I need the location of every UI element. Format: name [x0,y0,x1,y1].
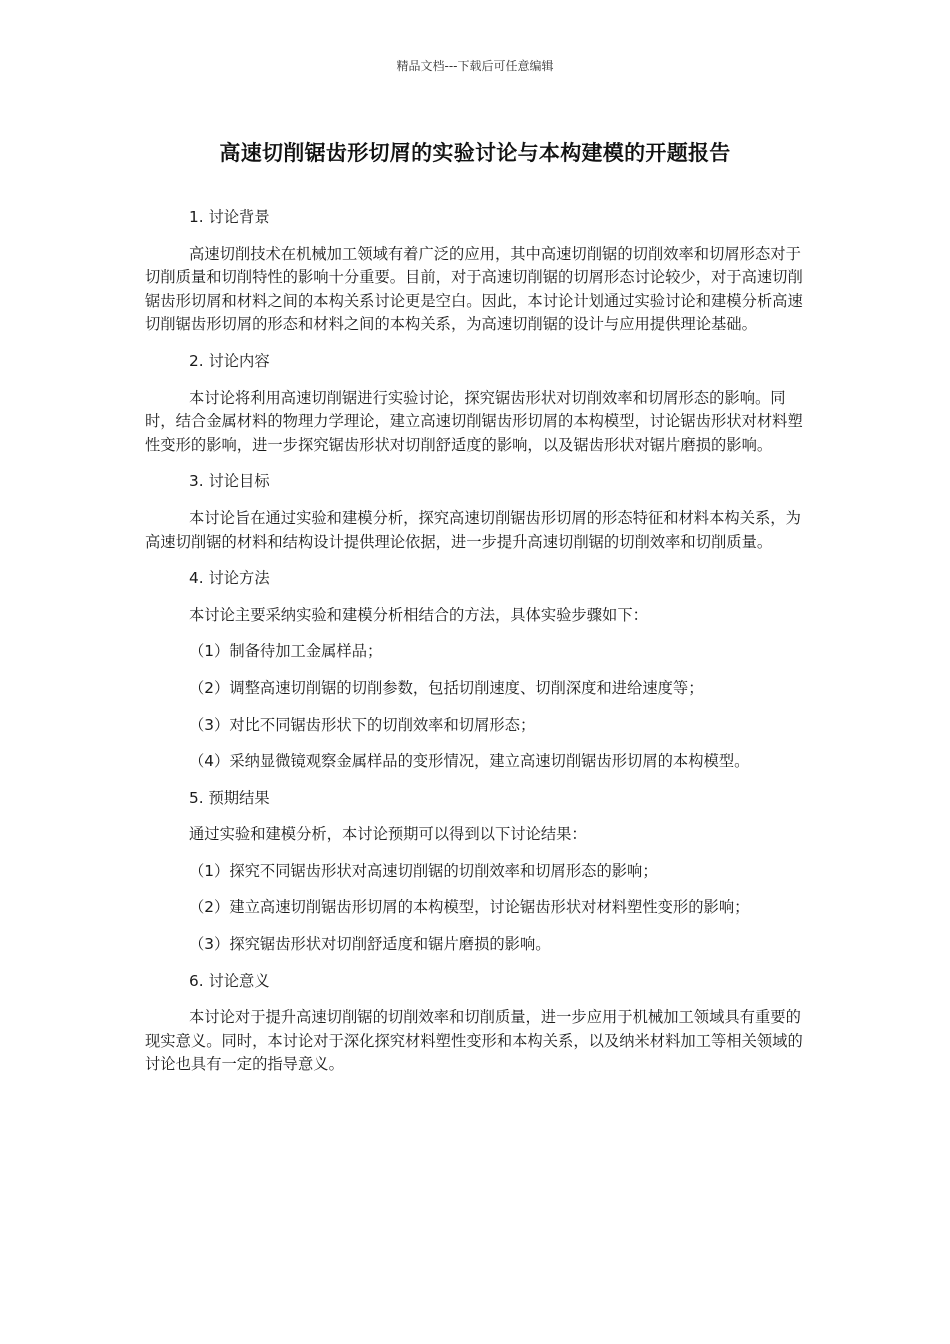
list-item: （1）制备待加工金属样品； [189,642,383,661]
list-item: （4）采纳显微镜观察金属样品的变形情况，建立高速切削锯齿形切屑的本构模型。 [189,752,750,771]
section-heading-goals: 3. 讨论目标 [189,472,270,491]
list-item: （3）对比不同锯齿形状下的切削效率和切屑形态； [189,715,536,734]
section-paragraph-significance: 本讨论对于提升高速切削锯的切削效率和切削质量，进一步应用于机械加工领域具有重要的现实意义。同时，本讨论对于深化探究材料塑性变形和本构关系，以及纳米材料加工等相关领域的讨论也具有一定的指导意义。 [145,1008,803,1074]
document-body [145,206,807,1090]
list-item: （2）调整高速切削锯的切削参数，包括切削速度、切削深度和进给速度等； [189,678,704,697]
section-paragraph-background: 高速切削技术在机械加工领域有着广泛的应用，其中高速切削锯的切削效率和切屑形态对于切削质量和切削特性的影响十分重要。目前，对于高速切削锯的切屑形态讨论较少，对于高速切削锯齿形切屑和材料之间的本构关系讨论更是空白。因此，本讨论计划通过实验讨论和建模分析高速切削锯齿形切屑的形态和材料之间的本构关系，为高速切削锯的设计与应用提供理论基础。 [145,244,803,334]
list-item: （1）探究不同锯齿形状对高速切削锯的切削效率和切屑形态的影响； [189,861,658,880]
list-item: （2）建立高速切削锯齿形切屑的本构模型，讨论锯齿形状对材料塑性变形的影响； [189,898,750,917]
section-paragraph-goals: 本讨论旨在通过实验和建模分析，探究高速切削锯齿形切屑的形态特征和材料本构关系，为高速切削锯的材料和结构设计提供理论依据，进一步提升高速切削锯的切削效率和切削质量。 [145,508,801,551]
list-item: （3）探究锯齿形状对切削舒适度和锯片磨损的影响。 [189,935,551,954]
document-title: 高速切削锯齿形切屑的实验讨论与本构建模的开题报告 [219,141,731,165]
section-paragraph-methods: 本讨论主要采纳实验和建模分析相结合的方法，具体实验步骤如下： [189,605,648,624]
section-heading-significance: 6. 讨论意义 [189,971,270,990]
section-heading-content: 2. 讨论内容 [189,351,270,370]
section-paragraph-expected-results: 通过实验和建模分析，本讨论预期可以得到以下讨论结果： [189,825,587,844]
section-paragraph-content: 本讨论将利用高速切削锯进行实验讨论，探究锯齿形状对切削效率和切屑形态的影响。同时，结合金属材料的物理力学理论，建立高速切削锯齿形切屑的本构模型，讨论锯齿形状对材料塑性变形的影响，进一步探究锯齿形状对切削舒适度的影响，以及锯齿形状对锯片磨损的影响。 [145,388,803,454]
section-heading-methods: 4. 讨论方法 [189,569,270,588]
section-heading-background: 1. 讨论背景 [189,208,270,226]
page-header: 精品文档---下载后可任意编辑 [396,59,554,73]
section-heading-expected-results: 5. 预期结果 [189,788,270,807]
